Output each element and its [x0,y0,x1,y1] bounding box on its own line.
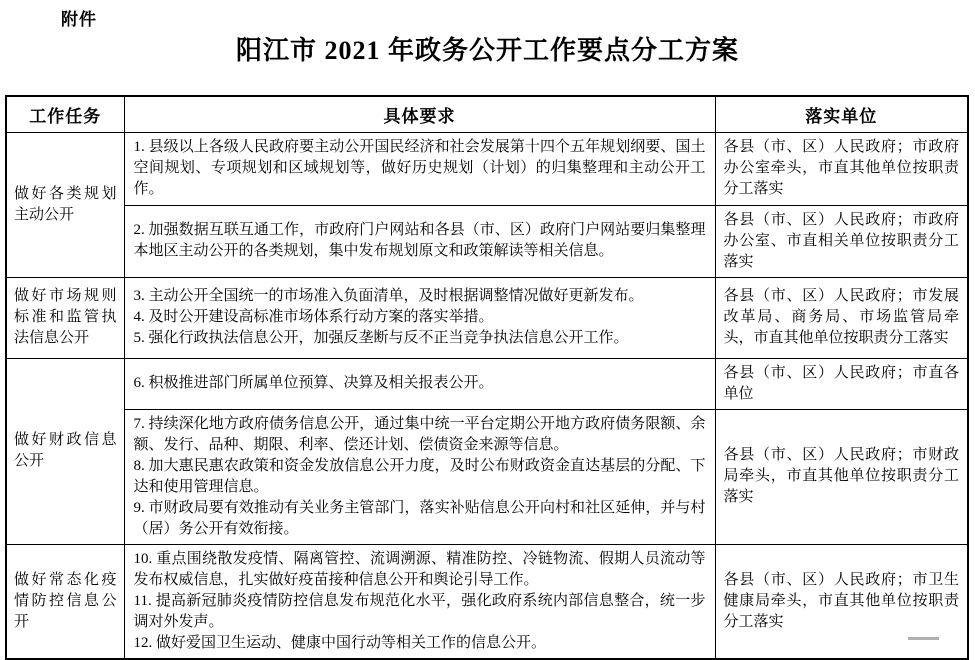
task-cell: 做好财政信息公开 [6,358,124,544]
unit-cell: 各县（市、区）人民政府；市财政局牵头，市直其他单位按职责分工落实 [715,409,968,544]
unit-cell: 各县（市、区）人民政府；市直各单位 [715,358,968,409]
requirement-item: 4. 及时公开建设高标准市场体系行动方案的落实举措。 [133,309,494,325]
unit-cell: 各县（市、区）人民政府；市卫生健康局牵头，市直其他单位按职责分工落实 [715,544,968,659]
requirement-item: 12. 做好爱国卫生运动、健康中国行动等相关工作的信息公开。 [133,634,547,651]
table-row [6,277,968,358]
column-header: 落实单位 [715,96,968,132]
table-row [6,544,968,659]
task-cell: 做好市场规则标准和监管执法信息公开 [6,277,124,358]
column-header: 具体要求 [124,96,715,132]
table-row [6,132,968,205]
horizontal-scrollbar-thumb[interactable] [908,637,939,640]
unit-cell: 各县（市、区）人民政府；市政府办公室牵头，市直其他单位按职责分工落实 [715,132,968,205]
page-title: 阳江市 2021 年政务公开工作要点分工方案 [235,36,739,65]
unit-cell: 各县（市、区）人民政府；市政府办公室、市直相关单位按职责分工落实 [715,205,968,277]
requirement-item: 11. 提高新冠肺炎疫情防控信息发布规范化水平，强化政府系统内部信息整合，统一步调对外发声。 [133,592,706,630]
requirement-item: 6. 积极推进部门所属单位预算、决算及相关报表公开。 [133,375,494,391]
unit-cell: 各县（市、区）人民政府；市发展改革局、商务局、市场监管局牵头，市直其他单位按职责分工落实 [715,277,968,358]
task-cell: 做好常态化疫情防控信息公开 [6,544,124,659]
requirement-item: 7. 持续深化地方政府债务信息公开，通过集中统一平台定期公开地方政府债务限额、余额、发行、品种、期限、利率、偿还计划、偿债资金来源等信息。 [133,415,706,453]
requirements-cell [124,277,715,358]
requirement-item: 10. 重点围绕散发疫情、隔离管控、流调溯源、精准防控、冷链物流、假期人员流动等发布权威信息，扎实做好疫苗接种信息公开和舆论引导工作。 [133,550,706,588]
requirement-item: 1. 县级以上各级人民政府要主动公开国民经济和社会发展第十四个五年规划纲要、国土空间规划、专项规划和区域规划等，做好历史规划（计划）的归集整理和主动公开工作。 [133,139,706,197]
requirements-cell [124,132,715,205]
task-cell: 做好各类规划主动公开 [6,132,124,277]
table-row [6,409,968,544]
requirements-cell [124,544,715,659]
work-plan-table [5,95,969,660]
requirements-cell [124,205,715,277]
requirements-cell [124,358,715,409]
requirements-cell [124,409,715,544]
column-header: 工作任务 [6,96,124,132]
attachment-label: 附件 [61,10,97,29]
requirement-item: 8. 加大惠民惠农政策和资金发放信息公开力度，及时公布财政资金直达基层的分配、下达和使用管理信息。 [133,457,706,495]
requirement-item: 9. 市财政局要有效推动有关业务主管部门，落实补贴信息公开向村和社区延伸，并与村（居）务公开有效衔接。 [133,499,706,537]
requirement-item: 2. 加强数据互联互通工作，市政府门户网站和各县（市、区）政府门户网站要归集整理本地区主动公开的各类规划，集中发布规划原文和政策解读等相关信息。 [133,222,706,259]
table-row [6,205,968,277]
table-row [6,358,968,409]
table-header-row [6,96,968,132]
requirement-item: 3. 主动公开全国统一的市场准入负面清单，及时根据调整情况做好更新发布。 [133,288,644,304]
table-body [6,132,968,659]
requirement-item: 5. 强化行政执法信息公开，加强反垄断与反不正当竞争执法信息公开工作。 [133,330,629,346]
table-header [6,96,968,132]
